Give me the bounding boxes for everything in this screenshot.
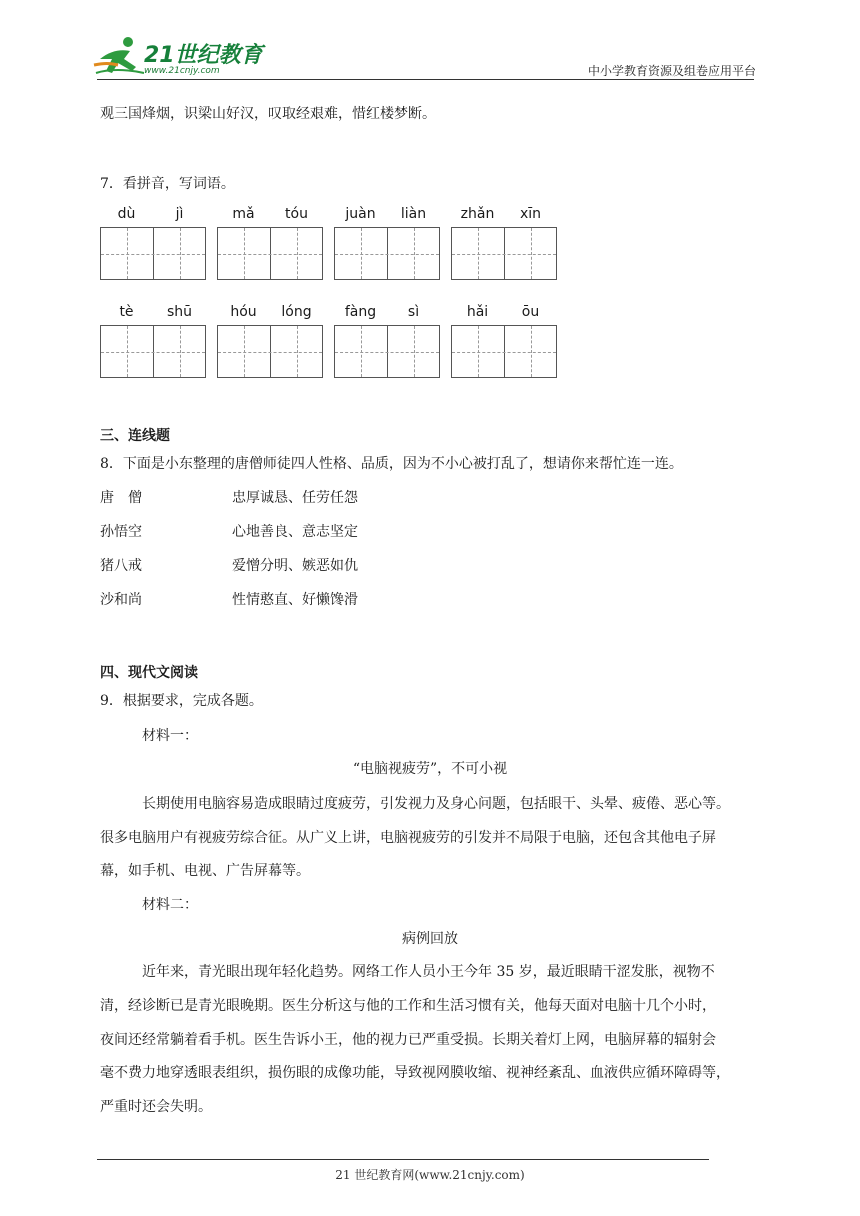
platform-name: 中小学教育资源及组卷应用平台 [587, 64, 756, 78]
pinyin-syllable: hóu [230, 304, 257, 320]
material2-label: 材料二： [142, 897, 198, 913]
pinyin-syllable: jì [175, 206, 184, 222]
pinyin-syllable: ōu [521, 304, 540, 320]
material1-line-3: 幕，如手机、电视、广告屏幕等。 [100, 863, 310, 879]
pinyin-syllable: tè [119, 304, 134, 320]
material2-line-3: 夜间还经常躺着看手机。医生告诉小王，他的视力已严重受损。长期关着灯上网，电脑屏幕的辐射会 [100, 1032, 716, 1048]
name-sha-heshang: 沙和尚 [100, 592, 142, 608]
pinyin-syllable: hǎi [466, 304, 489, 320]
writing-box-pair[interactable] [451, 325, 557, 378]
writing-box-pair[interactable] [217, 227, 323, 280]
footer-text: 21 世纪教育网(www.21cnjy.com) [335, 1168, 525, 1182]
writing-box-pair[interactable] [100, 227, 206, 280]
pinyin-label-row [334, 304, 441, 322]
section4-title: 四、现代文阅读 [100, 665, 198, 681]
section3-title: 三、连线题 [100, 428, 170, 444]
writing-box-pair[interactable] [334, 227, 440, 280]
logo-text: 21世纪教育 [144, 43, 263, 68]
name-sun-wukong: 孙悟空 [100, 524, 142, 540]
material2-line-2: 清，经诊断已是青光眼晚期。医生分析这与他的工作和生活习惯有关，他每天面对电脑十几个小时， [100, 998, 716, 1014]
footer-divider [97, 1159, 709, 1160]
q9-prompt: 9．根据要求，完成各题。 [100, 693, 263, 709]
logo-url: www.21cnjy.com [144, 66, 220, 76]
material2-title: 病例回放 [402, 931, 458, 947]
trait-3: 爱憎分明、嫉恶如仇 [232, 558, 358, 574]
trait-4: 性情憨直、好懒馋滑 [232, 592, 358, 608]
trait-2: 心地善良、意志坚定 [232, 524, 358, 540]
material2-line-5: 严重时还会失明。 [100, 1099, 212, 1115]
pinyin-label-row [451, 304, 558, 322]
material2-line-1: 近年来，青光眼出现年轻化趋势。网络工作人员小王今年 35 岁，最近眼睛干涩发胀，视物不 [142, 964, 715, 980]
intro-line: 观三国烽烟，识梁山好汉，叹取经艰难，惜红楼梦断。 [100, 106, 436, 122]
pinyin-syllable: xīn [519, 206, 542, 222]
pinyin-syllable: sì [407, 304, 420, 320]
pinyin-label-row [100, 206, 207, 224]
writing-box-pair[interactable] [334, 325, 440, 378]
material1-title: “电脑视疲劳”，不可小视 [352, 761, 508, 777]
pinyin-syllable: zhǎn [460, 206, 495, 222]
header-divider [97, 79, 754, 80]
pinyin-label-row [451, 206, 558, 224]
q8-prompt: 8．下面是小东整理的唐僧师徒四人性格、品质，因为不小心被打乱了，想请你来帮忙连一连。 [100, 456, 683, 472]
q7-prompt: 7．看拼音，写词语。 [100, 176, 235, 192]
pinyin-label-row [100, 304, 207, 322]
pinyin-syllable: mǎ [232, 206, 255, 222]
name-tang-seng: 唐 僧 [100, 490, 142, 506]
material1-line-1: 长期使用电脑容易造成眼睛过度疲劳，引发视力及身心问题，包括眼干、头晕、疲倦、恶心等。 [142, 796, 730, 812]
pinyin-label-row [217, 304, 324, 322]
pinyin-syllable: tóu [285, 206, 308, 222]
writing-box-pair[interactable] [100, 325, 206, 378]
name-zhu-bajie: 猪八戒 [100, 558, 142, 574]
pinyin-label-row [334, 206, 441, 224]
trait-1: 忠厚诚恳、任劳任怨 [232, 490, 358, 506]
pinyin-syllable: shū [166, 304, 193, 320]
pinyin-syllable: liàn [400, 206, 427, 222]
pinyin-syllable: dù [117, 206, 136, 222]
material1-label: 材料一： [142, 728, 198, 744]
pinyin-syllable: fàng [344, 304, 377, 320]
pinyin-syllable: juàn [345, 206, 376, 222]
runner-logo-icon [92, 33, 148, 79]
writing-box-pair[interactable] [451, 227, 557, 280]
pinyin-label-row [217, 206, 324, 224]
pinyin-syllable: lóng [281, 304, 312, 320]
material2-line-4: 毫不费力地穿透眼表组织，损伤眼的成像功能，导致视网膜收缩、视神经紊乱、血液供应循环障碍等， [100, 1065, 730, 1081]
material1-line-2: 很多电脑用户有视疲劳综合征。从广义上讲，电脑视疲劳的引发并不局限于电脑，还包含其他电子屏 [100, 830, 716, 846]
writing-box-pair[interactable] [217, 325, 323, 378]
